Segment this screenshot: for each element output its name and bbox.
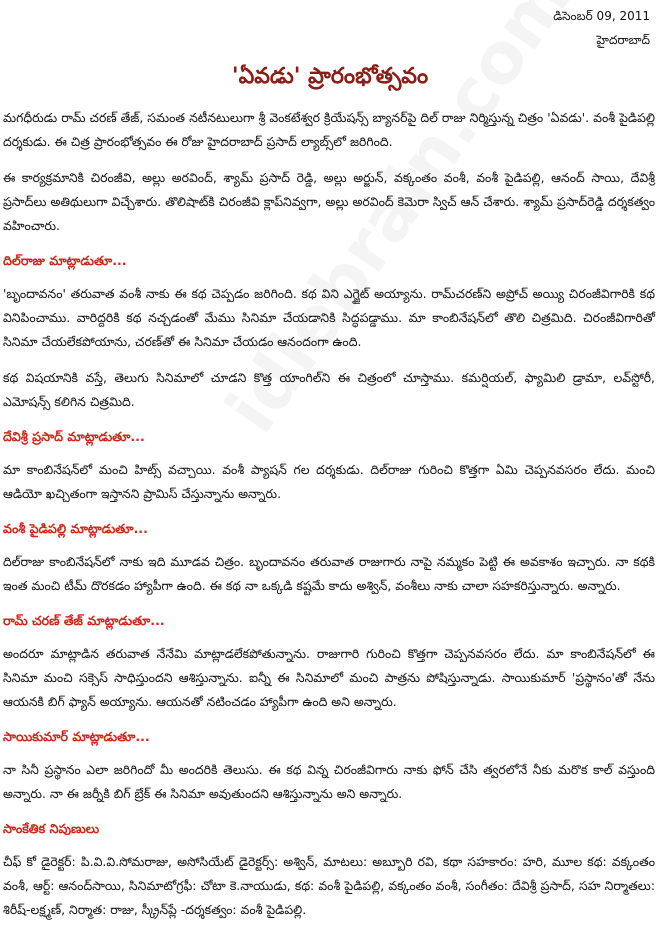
section-heading: రామ్ చరణ్ తేజ్ మాట్లాడుతూ... [3, 613, 165, 628]
page-title: 'ఏవడు' ప్రారంభోత్సవం [231, 64, 429, 89]
paragraph: మా కాంబినేషన్‌లో మంచి హిట్స్ వచ్చాయి. వంశీ ప్యాషన్ గల దర్శకుడు. దిల్‌రాజు గురించి కొత్తగా ఏమి చెప్పనవసరం లేదు. మంచి ఆడియో ఖచ్చితంగా ఇస్తానని ప్రామిస్ చేస్తున్నాను అన్నారు. [3, 462, 655, 501]
dateline [553, 4, 650, 52]
place-text: హైదరాబాద్ [596, 33, 650, 47]
paragraph: చీఫ్ కో డైరెక్టర్: పి.వి.వి.సోమరాజు, అసోసియేట్ డైరెక్టర్స్: అశ్విన్, మాటలు: అబ్బూరి రవి, కథా సహకారం: హరి, మూల కథ: వక్కంతం వంశీ, ఆర్ట్: ఆనంద్‌సాయి, సినిమాటోగ్రఫీ: చోటా కె.నాయుడు, కథ: వంశీ పైడిపల్లి, వక్కంతం వంశీ, సంగీతం: దేవిశ్రీ ప్రసాద్, సహ నిర్మాతలు: శిరీష్-లక్ష్మణ్, నిర్మాత: రాజు, స్క్రీన్‌ప్లే -దర్శకత్వం: వంశీ పైడిపల్లి. [3, 854, 655, 917]
section-heading: వంశీ పైడిపల్లి మాట్లాడుతూ... [3, 521, 148, 536]
paragraph: దిల్‌రాజు కాంబినేషన్‌లో నాకు ఇది మూడవ చిత్రం. బృందావనం తరువాత రాజుగారు నాపై నమ్మకం పెట్టి ఈ అవకాశం ఇచ్చారు. నా కథకి ఇంత మంచి టీమ్ దొరకడం హ్యాపీగా ఉంది. ఈ కథ నా ఒక్కడి కష్టమే కాదు అశ్విన్, వంశీలు నాకు చాలా సహకరిస్తున్నారు. అన్నారు. [3, 554, 655, 593]
paragraph: మగధీరుడు రామ్ చరణ్ తేజ్, సమంత నటీనటులుగా శ్రీ వెంకటేశ్వర క్రియేషన్స్ బ్యానర్‌పై దిల్ రాజు నిర్మిస్తున్న చిత్రం 'ఏవడు'. వంశీ పైడిపల్లి దర్శకుడు. ఈ చిత్ర ప్రారంభోత్సవం ఈ రోజు హైదరాబాద్ ప్రసాద్ ల్యాబ్స్‌లో జరిగింది. [3, 110, 655, 149]
date-text: డిసెంబర్ 09, 2011 [553, 9, 650, 23]
section-heading: సాయికుమార్ మాట్లాడుతూ... [3, 729, 150, 744]
paragraph: ఈ కార్యక్రమానికి చిరంజీవి, అల్లు అరవింద్, శ్యామ్ ప్రసాద్ రెడ్డి, అల్లు అర్జున్, వక్కంతం వంశీ, వంశీ పైడిపల్లి, ఆనంద్ సాయి, దేవిశ్రీ ప్రసాద్‌లు అతిథులుగా విచ్చేశారు. తొలిషాట్‌కి చిరంజీవి క్లాప్‌నివ్వగా, అల్లు అరవింద్ కెమెరా స్విచ్ ఆన్ చేశారు. శ్యామ్ ప్రసాద్‌రెడ్డి దర్శకత్వం వహించారు. [3, 170, 655, 233]
section-heading: సాంకేతిక నిపుణులు [3, 821, 100, 836]
section-heading: దిల్‌రాజు మాట్లాడుతూ... [3, 253, 127, 268]
paragraph: 'బృందావనం' తరువాత వంశీ నాకు ఈ కథ చెప్పడం జరిగింది. కథ విని ఎగ్జైట్ అయ్యాను. రామ్‌చరణ్‌ని అప్రోచ్ అయ్యి చిరంజీవిగారికి కథ వినిపించాము. వారిద్దరికి కథ నచ్చడంతో మేము సినిమా చేయడానికి సిద్ధపడ్డాము. మా కాంబినేషన్‌లో తొలి చిత్రమిది. చిరంజీవిగారితో సినిమా చేయలేకపోయాను, చరణ్‌తో ఈ సినిమా చేయడం ఆనందంగా ఉంది. [3, 286, 655, 349]
paragraph: నా సినీ ప్రస్థానం ఎలా జరిగిందో మీ అందరికి తెలుసు. ఈ కథ విన్న చిరంజీవిగారు నాకు ఫోన్ చేసి త్వరలోనే నీకు మరొక కాల్ వస్తుంది అన్నారు. నా ఈ జర్నీకి బిగ్ బ్రేక్ ఈ సినిమా అవుతుందని ఆశిస్తున్నాను అని అన్నారు. [3, 762, 655, 801]
article-body [3, 106, 655, 934]
paragraph: కథ విషయానికి వస్తే, తెలుగు సినిమాలో చూడని కొత్త యాంగిల్‌ని ఈ చిత్రంలో చూస్తాము. కమర్షియల్, ఫ్యామిలి డ్రామా, లవ్‌స్టోరీ, ఎమోషన్స్ కలిగిన చిత్రమిది. [3, 370, 655, 409]
section-heading: దేవిశ్రీ ప్రసాద్ మాట్లాడుతూ... [3, 429, 145, 444]
paragraph: అందరూ మాట్లాడిన తరువాత నేనేమి మాట్లాడలేకపోతున్నాను. రాజుగారి గురించి కొత్తగా చెప్పనవసరం లేదు. మా కాంబినేషన్‌లో ఈ సినిమా మంచి సక్సెస్ సాధిస్తుందని ఆశిస్తున్నాను. ఐన్నీ ఈ సినిమాలో మంచి పాత్రను పోషిస్తున్నాడు. సాయికుమార్ 'ప్రస్థానం'తో నేను ఆయనకి బిగ్ ఫ్యాన్ అయ్యాను. ఆయనతో నటించడం హ్యాపీగా ఉంది అని అన్నారు. [3, 646, 655, 709]
